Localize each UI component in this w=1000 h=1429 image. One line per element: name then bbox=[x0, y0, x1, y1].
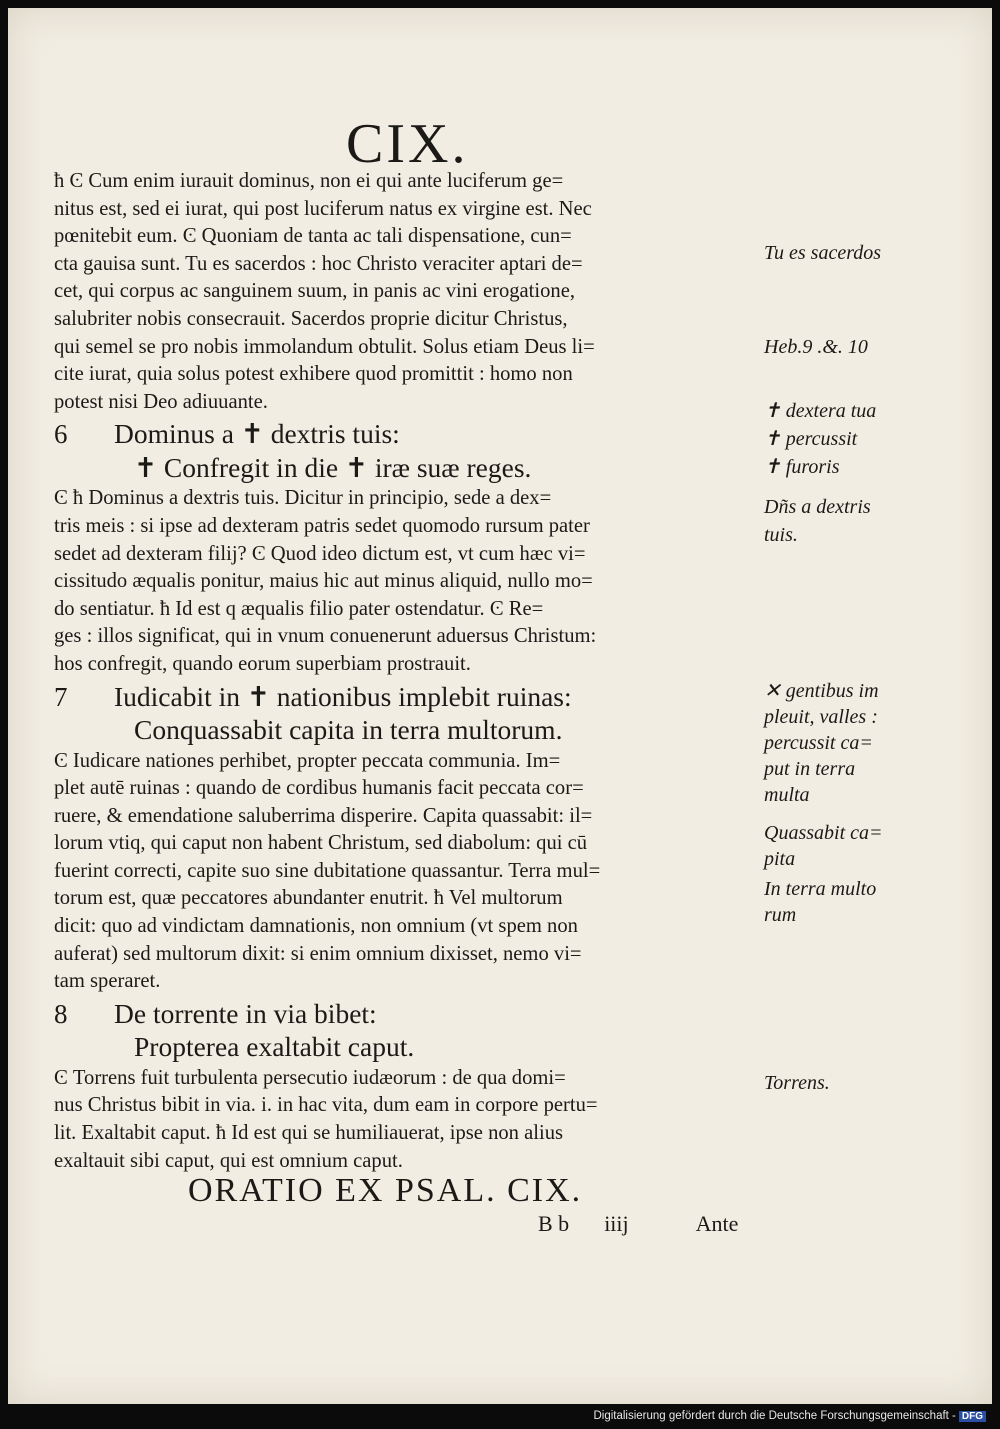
verse-text: De torrente in via bibet: bbox=[114, 997, 377, 1029]
text-line: tam speraret. bbox=[54, 970, 161, 993]
margin-note: percussit ca= bbox=[764, 732, 873, 754]
verse-7-line-2: Conquassabit capita in terra multorum. bbox=[134, 714, 563, 745]
credit-text: Digitalisierung gefördert durch die Deutsche Forschungsgemeinschaft - bbox=[593, 1410, 956, 1422]
margin-note: pleuit, valles : bbox=[764, 706, 878, 728]
margin-note: ✕ gentibus im bbox=[764, 680, 879, 702]
verse-number: 7 bbox=[54, 681, 68, 712]
text-line: fuerint correcti, capite suo sine dubitatione quassantur. Terra mul= bbox=[54, 859, 601, 882]
margin-note: put in terra bbox=[764, 758, 856, 780]
margin-note: ✝ percussit bbox=[764, 428, 858, 450]
margin-note: Torrens. bbox=[764, 1072, 830, 1094]
text-line: nus Christus bibit in via. i. in hac vita, dum eam in corpore pertu= bbox=[54, 1094, 598, 1117]
signature-line bbox=[538, 1211, 738, 1237]
text-line: ges : illos significat, qui in vnum conuenerunt aduersus Christum: bbox=[54, 625, 597, 648]
margin-note: In terra multo bbox=[764, 878, 877, 900]
verse-8-line-2: Propterea exaltabit caput. bbox=[134, 1031, 415, 1063]
text-line: Ͼ Iudicare nationes perhibet, propter peccata communia. Im= bbox=[54, 749, 561, 772]
text-line: auferat) sed multorum dixit: si enim omnium dixisset, nemo vi= bbox=[54, 942, 582, 965]
margin-note: Quassabit ca= bbox=[764, 822, 883, 844]
text-line: nitus est, sed ei iurat, qui post luciferum natus ex virgine est. Nec bbox=[54, 197, 592, 220]
text-line: do sentiatur. ħ Id est q æqualis filio pater ostendatur. Ͼ Re= bbox=[54, 597, 544, 620]
margin-note: tuis. bbox=[764, 524, 798, 546]
verse-7-line-1 bbox=[54, 681, 764, 713]
text-line: Ͼ ħ Dominus a dextris tuis. Dicitur in principio, sede a dex= bbox=[54, 487, 552, 510]
verse-text: Iudicabit in ✝ nationibus implebit ruinas: bbox=[114, 680, 572, 712]
text-line: tris meis : si ipse ad dexteram patris sedet quomodo rursum pater bbox=[54, 514, 590, 537]
psalm-number-title: CIX. bbox=[346, 113, 469, 175]
text-line: cite iurat, quia solus potest exhibere quod promittit : homo non bbox=[54, 363, 573, 386]
margin-note: ✝ furoris bbox=[764, 456, 840, 478]
margin-note: Tu es sacerdos bbox=[764, 242, 882, 264]
text-line: ruere, & emendatione saluberrima disperire. Capita quassabit: il= bbox=[54, 804, 593, 827]
text-line: lorum vtiq, qui caput non habent Christum, sed diabolum: qui cū bbox=[54, 832, 588, 855]
oratio-heading: ORATIO EX PSAL. CIX. bbox=[188, 1172, 583, 1209]
main-text-block bbox=[54, 168, 764, 1175]
text-line: cissitudo æqualis ponitur, maius hic aut minus aliquid, nullo mo= bbox=[54, 570, 593, 593]
text-line: potest nisi Deo adiuuante. bbox=[54, 390, 268, 413]
text-line: dicit: quo ad vindictam damnationis, non omnium (vt spem non bbox=[54, 915, 578, 938]
verse-6-line-2: ✝ Confregit in die ✝ iræ suæ reges. bbox=[134, 451, 532, 483]
margin-note: pita bbox=[764, 848, 796, 870]
text-line: Ͼ Torrens fuit turbulenta persecutio iudæorum : de qua domi= bbox=[54, 1066, 566, 1089]
verse-number: 6 bbox=[54, 419, 68, 450]
verse-number: 8 bbox=[54, 998, 68, 1029]
verse-6-line-1 bbox=[54, 418, 764, 450]
verse-text: Dominus a ✝ dextris tuis: bbox=[114, 418, 400, 450]
text-line: salubriter nobis consecrauit. Sacerdos proprie dicitur Christus, bbox=[54, 307, 568, 330]
margin-note: Heb.9 .&. 10 bbox=[764, 336, 868, 358]
margin-note: ✝ dextera tua bbox=[764, 400, 877, 422]
text-line: exaltauit sibi caput, qui est omnium caput. bbox=[54, 1149, 403, 1172]
text-line: plet autē ruinas : quando de cordibus humanis facit peccata cor= bbox=[54, 777, 584, 800]
signature-number: iiij bbox=[604, 1211, 629, 1236]
margin-note: rum bbox=[764, 904, 797, 926]
text-line: qui semel se pro nobis immolandum obtulit. Solus etiam Deus li= bbox=[54, 335, 595, 358]
signature-mark: B b bbox=[538, 1211, 570, 1236]
text-line: cet, qui corpus ac sanguinem suum, in panis ac vini erogatione, bbox=[54, 280, 575, 303]
text-line: ħ Ͼ Cum enim iurauit dominus, non ei qui ante luciferum ge= bbox=[54, 170, 564, 192]
text-line: hos confregit, quando eorum superbiam prostrauit. bbox=[54, 652, 471, 675]
margin-note: Dñs a dextris bbox=[764, 496, 871, 518]
digitization-credit bbox=[593, 1410, 986, 1422]
margin-note: multa bbox=[764, 784, 810, 806]
text-line: pœnitebit eum. Ͼ Quoniam de tanta ac tali dispensatione, cun= bbox=[54, 225, 572, 248]
text-line: sedet ad dexteram filij? Ͼ Quod ideo dictum est, vt cum hæc vi= bbox=[54, 542, 586, 565]
text-line: torum est, quæ peccatores abundanter enutrit. ħ Vel multorum bbox=[54, 887, 563, 910]
verse-8-line-1 bbox=[54, 998, 764, 1030]
dfg-logo: DFG bbox=[959, 1411, 986, 1422]
book-page bbox=[8, 8, 992, 1404]
catchword: Ante bbox=[695, 1211, 739, 1236]
text-line: lit. Exaltabit caput. ħ Id est qui se humiliauerat, ipse non alius bbox=[54, 1122, 564, 1145]
text-line: cta gauisa sunt. Tu es sacerdos : hoc Christo veraciter aptari de= bbox=[54, 252, 583, 275]
